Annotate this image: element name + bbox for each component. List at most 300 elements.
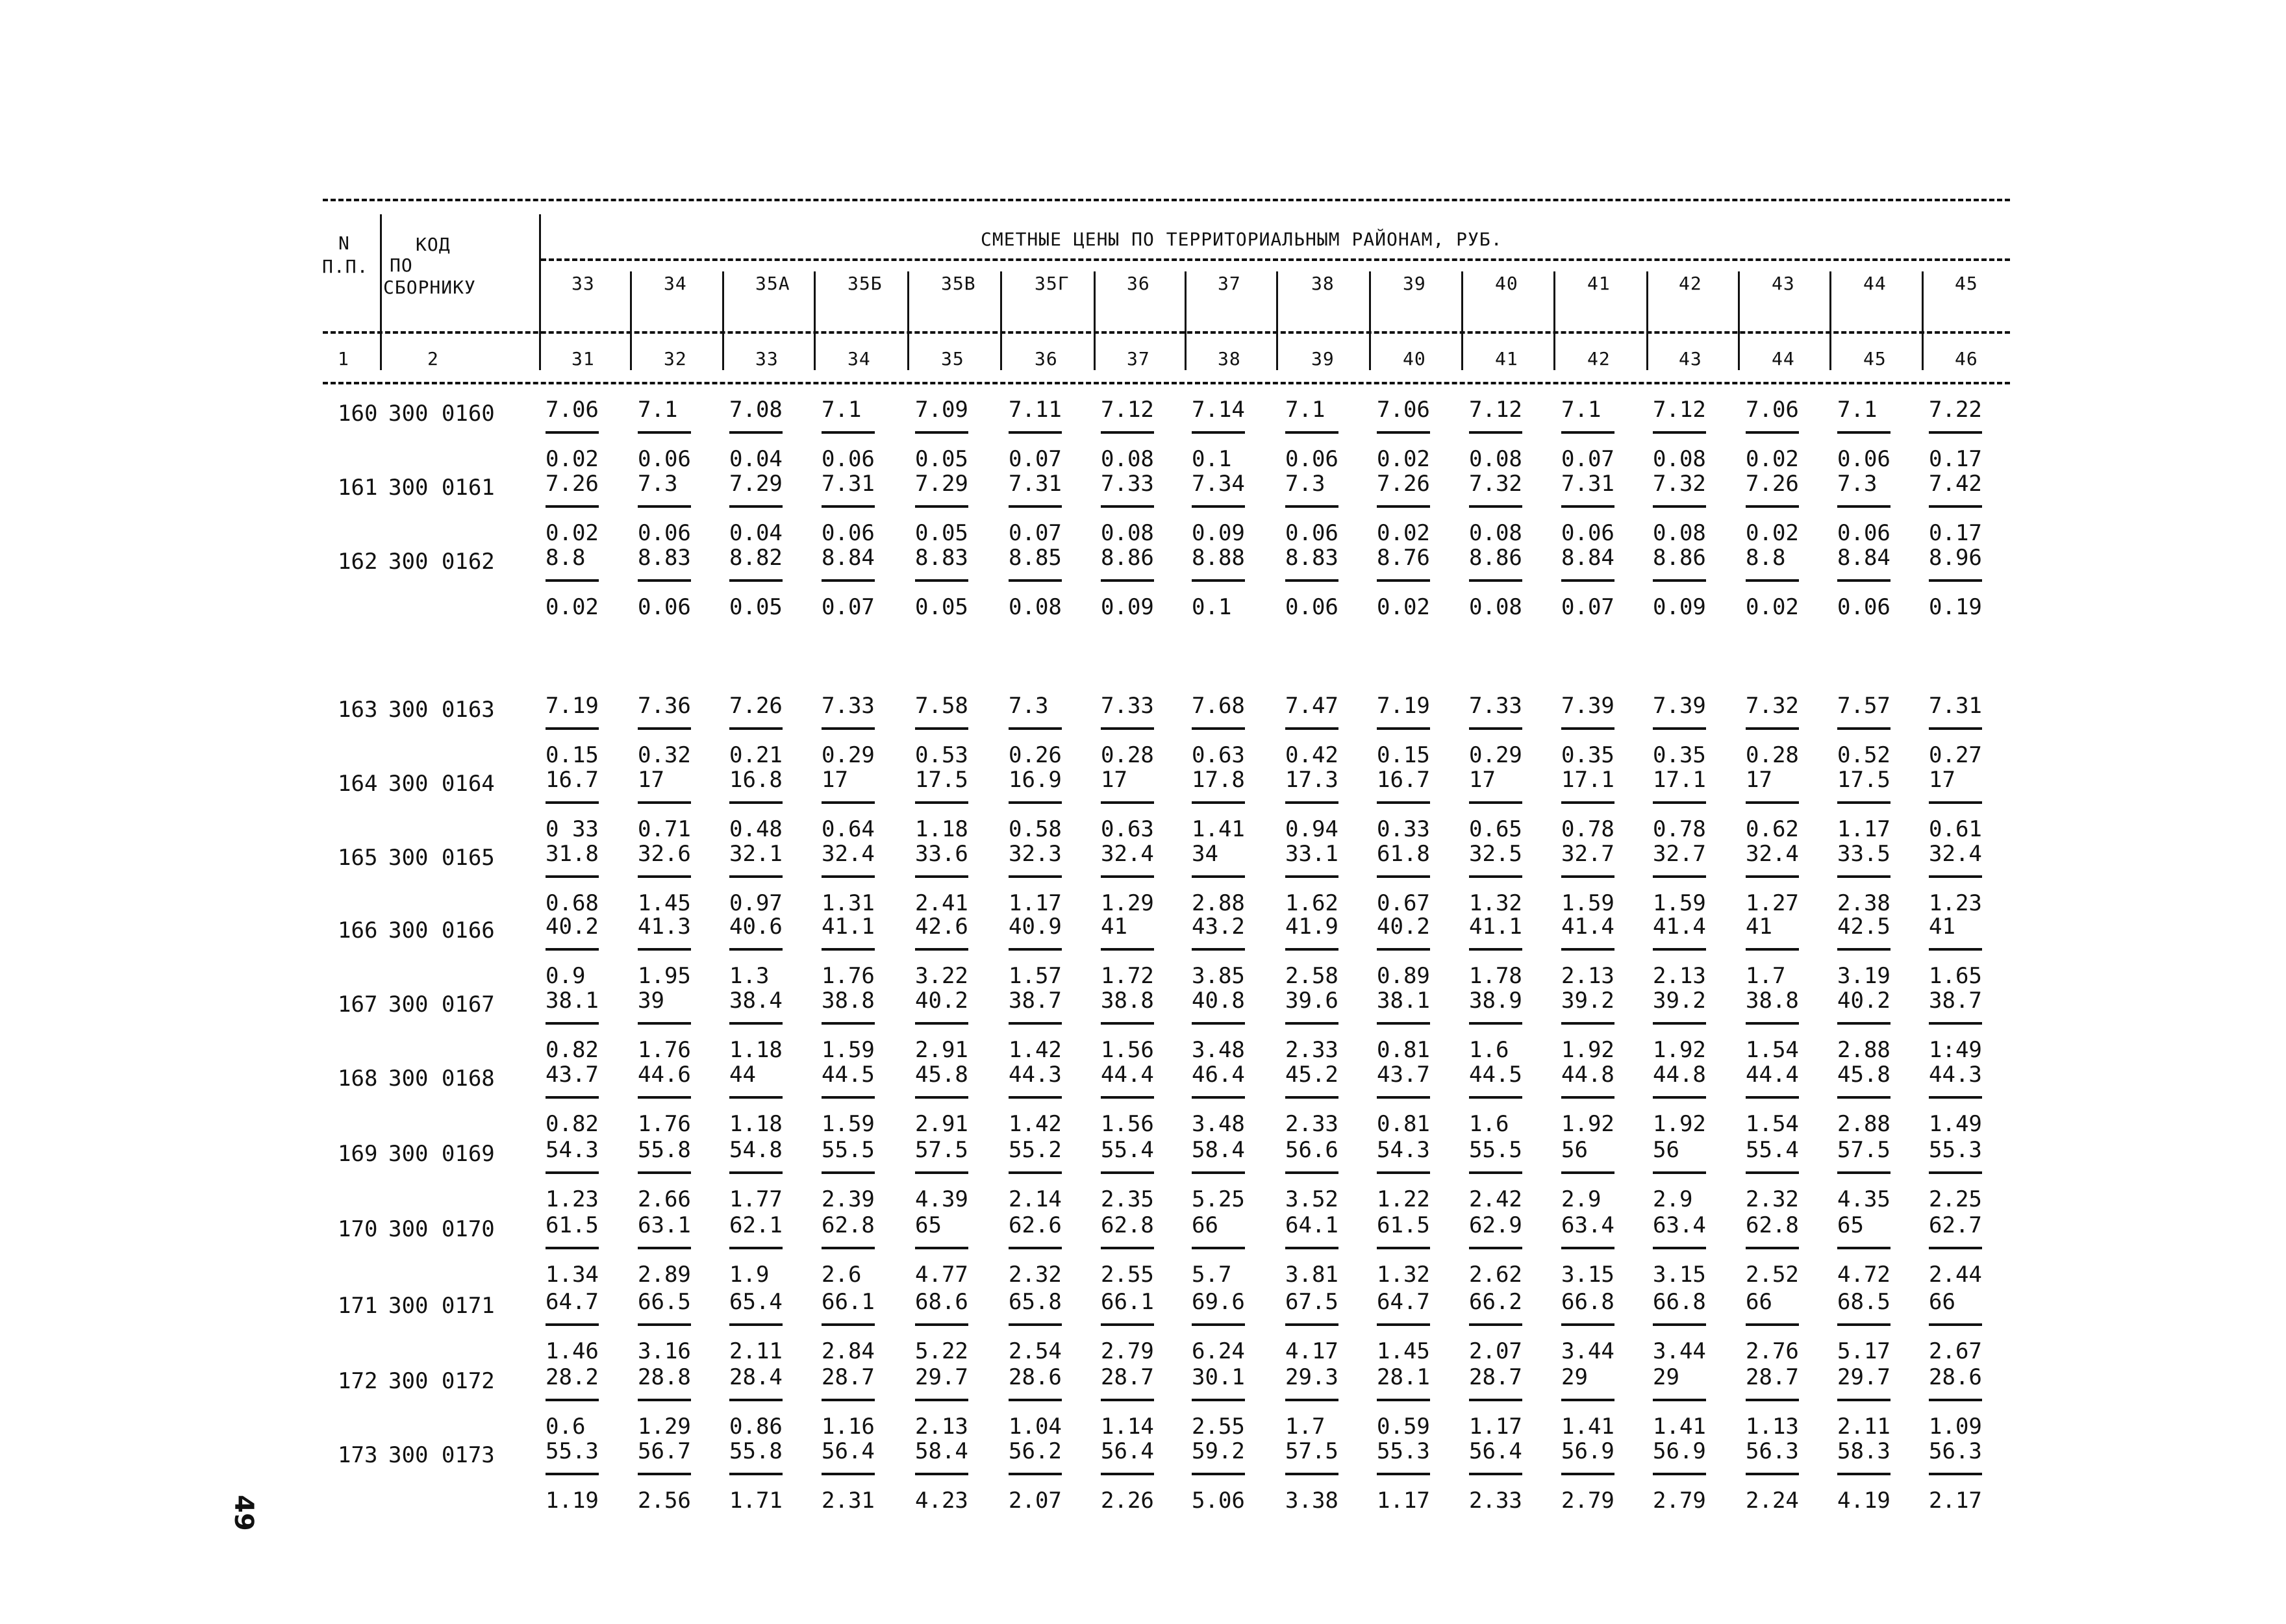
price-value: 8.8 [1746, 545, 1786, 571]
price-subvalue: 2.33 [1469, 1488, 1522, 1514]
fraction-bar [1746, 431, 1799, 434]
price-value: 41 [1101, 914, 1127, 940]
price-value: 7.06 [1746, 397, 1799, 423]
price-subvalue: 3.15 [1653, 1262, 1706, 1288]
price-value: 7.32 [1746, 693, 1799, 719]
fraction-bar [915, 1171, 968, 1174]
price-subvalue: 2.79 [1653, 1488, 1706, 1514]
price-value: 7.42 [1929, 471, 1982, 497]
price-value: 62.8 [822, 1212, 875, 1238]
price-subvalue: 1.41 [1192, 816, 1245, 842]
price-subvalue: 0.08 [1009, 594, 1062, 620]
price-cell [1653, 471, 1731, 545]
fraction-bar [1929, 875, 1982, 878]
row-code: 300 0172 [388, 1368, 495, 1394]
header-column-divider [814, 271, 816, 370]
fraction-bar [1192, 505, 1245, 508]
price-subvalue: 4.19 [1837, 1488, 1890, 1514]
price-subvalue: 2.11 [1837, 1414, 1890, 1440]
price-cell [915, 1138, 993, 1212]
price-value: 7.26 [1746, 471, 1799, 497]
fraction-bar [822, 1247, 875, 1249]
fraction-bar [1561, 727, 1614, 730]
fraction-bar [546, 579, 599, 582]
fraction-bar [1009, 1323, 1062, 1326]
price-cell [1101, 397, 1179, 471]
fraction-bar [1929, 801, 1982, 804]
price-value: 54.3 [546, 1137, 599, 1163]
fraction-bar [1192, 1323, 1245, 1326]
price-subvalue: 3.48 [1192, 1111, 1245, 1137]
fraction-bar [1746, 801, 1799, 804]
price-value: 65 [1837, 1212, 1864, 1238]
price-value: 17 [638, 767, 664, 793]
fraction-bar [729, 1171, 783, 1174]
price-cell [1192, 1439, 1270, 1513]
header-divider-1 [380, 214, 382, 370]
fraction-bar [1009, 579, 1062, 582]
price-subvalue: 0.71 [638, 816, 691, 842]
price-cell [1285, 1138, 1363, 1212]
header-column-number: 36 [1035, 348, 1058, 369]
fraction-bar [1837, 1096, 1890, 1099]
price-cell [546, 693, 623, 768]
header-column-divider [1185, 271, 1187, 370]
fraction-bar [1285, 1096, 1338, 1099]
header-region-label: 36 [1127, 273, 1150, 294]
price-cell [1285, 693, 1363, 768]
price-subvalue: 0.07 [1561, 446, 1614, 472]
header-column-number: 44 [1772, 348, 1795, 369]
fraction-bar [1285, 875, 1338, 878]
price-cell [1101, 1213, 1179, 1287]
price-subvalue: 1.65 [1929, 963, 1982, 989]
price-value: 8.96 [1929, 545, 1982, 571]
header-column-number: 35 [941, 348, 964, 369]
price-value: 7.12 [1653, 397, 1706, 423]
price-value: 44.4 [1101, 1062, 1154, 1088]
price-subvalue: 1.92 [1561, 1037, 1614, 1063]
fraction-bar [1009, 727, 1062, 730]
row-number: 167 [338, 992, 378, 1018]
header-column-divider [1369, 271, 1371, 370]
price-subvalue: 1.29 [1101, 890, 1154, 916]
price-cell [1469, 914, 1547, 988]
price-value: 44.6 [638, 1062, 691, 1088]
fraction-bar [1285, 801, 1338, 804]
price-value: 39.6 [1285, 988, 1338, 1014]
fraction-bar [1469, 1399, 1522, 1401]
fraction-bar [1561, 875, 1614, 878]
price-subvalue: 0.02 [1746, 520, 1799, 546]
price-value: 59.2 [1192, 1438, 1245, 1464]
price-value: 7.26 [1377, 471, 1430, 497]
fraction-bar [1561, 948, 1614, 951]
price-cell [1746, 1365, 1824, 1439]
price-value: 68.5 [1837, 1289, 1890, 1315]
fraction-bar [1377, 1096, 1430, 1099]
price-subvalue: 0.59 [1377, 1414, 1430, 1440]
price-value: 55.4 [1101, 1137, 1154, 1163]
fraction-bar [822, 1096, 875, 1099]
price-subvalue: 0.07 [822, 594, 875, 620]
price-subvalue: 0.29 [1469, 742, 1522, 768]
price-subvalue: 0.08 [1101, 520, 1154, 546]
price-value: 68.6 [915, 1289, 968, 1315]
price-subvalue: 0.82 [546, 1111, 599, 1137]
price-value: 7.1 [1561, 397, 1601, 423]
price-cell [1837, 1138, 1915, 1212]
fraction-bar [1101, 727, 1154, 730]
price-value: 28.8 [638, 1364, 691, 1390]
price-value: 17.1 [1653, 767, 1706, 793]
price-value: 30.1 [1192, 1364, 1245, 1390]
price-cell [1653, 842, 1731, 916]
price-subvalue: 1.6 [1469, 1037, 1509, 1063]
price-value: 8.84 [1837, 545, 1890, 571]
fraction-bar [1101, 505, 1154, 508]
row-code: 300 0166 [388, 918, 495, 943]
price-value: 17.3 [1285, 767, 1338, 793]
header-column-number: 37 [1127, 348, 1150, 369]
price-value: 7.31 [1929, 693, 1982, 719]
price-cell [1929, 545, 2007, 619]
price-subvalue: 4.77 [915, 1262, 968, 1288]
header-col1-number: 1 [338, 348, 349, 369]
price-subvalue: 0.94 [1285, 816, 1338, 842]
fraction-bar [1837, 1171, 1890, 1174]
fraction-bar [546, 727, 599, 730]
price-value: 56.3 [1929, 1438, 1982, 1464]
price-cell [729, 1213, 807, 1287]
fraction-bar [1469, 1022, 1522, 1025]
price-cell [546, 1365, 623, 1439]
price-cell [638, 768, 716, 842]
price-subvalue: 2.79 [1101, 1338, 1154, 1364]
price-value: 29.7 [915, 1364, 968, 1390]
price-subvalue: 0.06 [822, 446, 875, 472]
price-subvalue: 0.05 [915, 520, 968, 546]
price-value: 17 [1101, 767, 1127, 793]
fraction-bar [1837, 875, 1890, 878]
row-number: 172 [338, 1368, 378, 1394]
row-code: 300 0160 [388, 401, 495, 427]
row-number: 169 [338, 1141, 378, 1167]
fraction-bar [1653, 1022, 1706, 1025]
price-subvalue: 1.41 [1653, 1414, 1706, 1440]
fraction-bar [1192, 1096, 1245, 1099]
price-value: 57.5 [915, 1137, 968, 1163]
fraction-bar [1377, 875, 1430, 878]
price-cell [1653, 768, 1731, 842]
price-value: 64.7 [1377, 1289, 1430, 1315]
price-subvalue: 2.9 [1653, 1186, 1693, 1212]
header-column-divider [1922, 271, 1924, 370]
price-cell [1285, 471, 1363, 545]
price-subvalue: 1.95 [638, 963, 691, 989]
price-cell [1192, 397, 1270, 471]
price-value: 7.06 [546, 397, 599, 423]
fraction-bar [1285, 948, 1338, 951]
price-value: 7.33 [1101, 693, 1154, 719]
price-subvalue: 0.32 [638, 742, 691, 768]
price-cell [1192, 545, 1270, 619]
price-cell [546, 545, 623, 619]
price-subvalue: 2.76 [1746, 1338, 1799, 1364]
price-subvalue: 1.57 [1009, 963, 1062, 989]
price-value: 58.3 [1837, 1438, 1890, 1464]
fraction-bar [822, 1022, 875, 1025]
row-number: 163 [338, 697, 378, 723]
price-subvalue: 1.92 [1653, 1111, 1706, 1137]
header-main-title: СМЕТНЫЕ ЦЕНЫ ПО ТЕРРИТОРИАЛЬНЫМ РАЙОНАМ, РУБ. [981, 229, 1503, 250]
price-cell [915, 1062, 993, 1136]
price-cell [729, 988, 807, 1062]
price-cell [546, 397, 623, 471]
price-subvalue: 3.38 [1285, 1488, 1338, 1514]
fraction-bar [1469, 801, 1522, 804]
price-subvalue: 2.14 [1009, 1186, 1062, 1212]
price-value: 38.4 [729, 988, 783, 1014]
fraction-bar [1101, 1399, 1154, 1401]
header-column-divider [1000, 271, 1002, 370]
header-column-divider [630, 271, 632, 370]
fraction-bar [729, 727, 783, 730]
price-cell [729, 693, 807, 768]
price-value: 7.19 [1377, 693, 1430, 719]
price-value: 32.4 [822, 841, 875, 867]
price-value: 43.7 [546, 1062, 599, 1088]
fraction-bar [1101, 801, 1154, 804]
price-subvalue: 0.65 [1469, 816, 1522, 842]
price-cell [1653, 1213, 1731, 1287]
fraction-bar [1746, 579, 1799, 582]
price-subvalue: 2.07 [1469, 1338, 1522, 1364]
price-cell [1192, 471, 1270, 545]
price-cell [1377, 768, 1455, 842]
row-number: 161 [338, 475, 378, 501]
fraction-bar [1192, 1399, 1245, 1401]
price-subvalue: 5.17 [1837, 1338, 1890, 1364]
fraction-bar [1009, 875, 1062, 878]
row-number: 165 [338, 845, 378, 871]
price-cell [1009, 1138, 1086, 1212]
price-value: 7.39 [1653, 693, 1706, 719]
price-subvalue: 2.38 [1837, 890, 1890, 916]
fraction-bar [822, 948, 875, 951]
price-subvalue: 0.42 [1285, 742, 1338, 768]
price-subvalue: 0.04 [729, 520, 783, 546]
price-value: 8.86 [1101, 545, 1154, 571]
price-cell [822, 545, 899, 619]
fraction-bar [915, 801, 968, 804]
price-value: 44.4 [1746, 1062, 1799, 1088]
price-value: 64.1 [1285, 1212, 1338, 1238]
header-region-label: 40 [1495, 273, 1518, 294]
fraction-bar [1192, 727, 1245, 730]
fraction-bar [1653, 1323, 1706, 1326]
price-value: 62.9 [1469, 1212, 1522, 1238]
price-value: 43.2 [1192, 914, 1245, 940]
row-code: 300 0169 [388, 1141, 495, 1167]
price-value: 28.1 [1377, 1364, 1430, 1390]
price-cell [1561, 988, 1639, 1062]
price-value: 66.1 [822, 1289, 875, 1315]
price-value: 45.2 [1285, 1062, 1338, 1088]
fraction-bar [1192, 1473, 1245, 1475]
fraction-bar [1929, 1399, 1982, 1401]
price-subvalue: 2.24 [1746, 1488, 1799, 1514]
fraction-bar [1837, 1473, 1890, 1475]
price-cell [1929, 768, 2007, 842]
fraction-bar [1469, 875, 1522, 878]
price-subvalue: 6.24 [1192, 1338, 1245, 1364]
row-code: 300 0163 [388, 697, 495, 723]
price-cell [1285, 397, 1363, 471]
fraction-bar [1469, 1323, 1522, 1326]
price-subvalue: 0.02 [1377, 446, 1430, 472]
price-subvalue: 5.22 [915, 1338, 968, 1364]
price-cell [1101, 768, 1179, 842]
price-subvalue: 1.6 [1469, 1111, 1509, 1137]
price-cell [1377, 1213, 1455, 1287]
fraction-bar [1837, 431, 1890, 434]
price-subvalue: 1.16 [822, 1414, 875, 1440]
fraction-bar [1929, 1473, 1982, 1475]
price-value: 44.5 [822, 1062, 875, 1088]
fraction-bar [1009, 431, 1062, 434]
price-subvalue: 1.18 [729, 1037, 783, 1063]
price-value: 39 [638, 988, 664, 1014]
price-cell [638, 471, 716, 545]
price-subvalue: 4.17 [1285, 1338, 1338, 1364]
row-number: 166 [338, 918, 378, 943]
fraction-bar [638, 727, 691, 730]
price-subvalue: 2.13 [1561, 963, 1614, 989]
price-subvalue: 1.14 [1101, 1414, 1154, 1440]
price-value: 56.6 [1285, 1137, 1338, 1163]
price-subvalue: 0.63 [1101, 816, 1154, 842]
price-value: 65.8 [1009, 1289, 1062, 1315]
price-subvalue: 0.08 [1469, 446, 1522, 472]
price-cell [1837, 397, 1915, 471]
price-value: 44.5 [1469, 1062, 1522, 1088]
price-value: 41 [1746, 914, 1772, 940]
fraction-bar [638, 948, 691, 951]
fraction-bar [1837, 579, 1890, 582]
price-cell [638, 1365, 716, 1439]
price-cell [822, 842, 899, 916]
price-subvalue: 0.04 [729, 446, 783, 472]
price-value: 7.33 [1101, 471, 1154, 497]
price-subvalue: 1:49 [1929, 1037, 1982, 1063]
fraction-bar [1101, 431, 1154, 434]
fraction-bar [1561, 1022, 1614, 1025]
price-cell [638, 842, 716, 916]
price-value: 41.1 [822, 914, 875, 940]
fraction-bar [822, 801, 875, 804]
price-cell [822, 988, 899, 1062]
price-subvalue: 0.05 [915, 594, 968, 620]
price-subvalue: 1.7 [1746, 963, 1786, 989]
price-value: 66.8 [1561, 1289, 1614, 1315]
price-value: 56.9 [1653, 1438, 1706, 1464]
price-value: 62.6 [1009, 1212, 1062, 1238]
price-value: 42.5 [1837, 914, 1890, 940]
header-column-divider [907, 271, 909, 370]
price-value: 32.7 [1653, 841, 1706, 867]
price-value: 8.86 [1653, 545, 1706, 571]
fraction-bar [1746, 1323, 1799, 1326]
price-cell [1285, 988, 1363, 1062]
price-subvalue: 2.44 [1929, 1262, 1982, 1288]
price-subvalue: 1.17 [1377, 1488, 1430, 1514]
price-value: 61.5 [1377, 1212, 1430, 1238]
fraction-bar [1285, 505, 1338, 508]
price-cell [1469, 545, 1547, 619]
price-cell [1837, 768, 1915, 842]
fraction-bar [729, 505, 783, 508]
price-cell [729, 1365, 807, 1439]
price-value: 7.12 [1101, 397, 1154, 423]
header-region-label: 37 [1218, 273, 1241, 294]
price-subvalue: 1.29 [638, 1414, 691, 1440]
price-subvalue: 3.19 [1837, 963, 1890, 989]
price-cell [1377, 1439, 1455, 1513]
price-subvalue: 2.62 [1469, 1262, 1522, 1288]
price-cell [546, 768, 623, 842]
price-cell [822, 1213, 899, 1287]
header-divider-2 [539, 214, 541, 370]
price-value: 61.5 [546, 1212, 599, 1238]
price-subvalue: 1.92 [1653, 1037, 1706, 1063]
price-value: 38.8 [822, 988, 875, 1014]
price-cell [546, 842, 623, 916]
fraction-bar [1192, 948, 1245, 951]
header-region-label: 42 [1679, 273, 1702, 294]
price-value: 28.7 [1746, 1364, 1799, 1390]
price-value: 38.7 [1929, 988, 1982, 1014]
price-subvalue: 1.3 [729, 963, 770, 989]
fraction-bar [1377, 1022, 1430, 1025]
price-subvalue: 0.06 [638, 594, 691, 620]
fraction-bar [1653, 1247, 1706, 1249]
fraction-bar [915, 1247, 968, 1249]
fraction-bar [1837, 1247, 1890, 1249]
price-value: 16.7 [1377, 767, 1430, 793]
price-cell [1285, 1062, 1363, 1136]
price-subvalue: 2.88 [1837, 1111, 1890, 1137]
price-subvalue: 2.91 [915, 1111, 968, 1137]
header-col2-number: 2 [427, 348, 439, 369]
price-cell [1929, 397, 2007, 471]
price-value: 58.4 [1192, 1137, 1245, 1163]
price-value: 17.5 [915, 767, 968, 793]
price-cell [915, 1213, 993, 1287]
price-subvalue: 2.6 [822, 1262, 862, 1288]
fraction-bar [1192, 431, 1245, 434]
price-cell [638, 1290, 716, 1364]
price-cell [1009, 1213, 1086, 1287]
price-cell [1837, 1439, 1915, 1513]
fraction-bar [915, 505, 968, 508]
price-cell [1009, 1062, 1086, 1136]
price-value: 55.4 [1746, 1137, 1799, 1163]
price-subvalue: 1.46 [546, 1338, 599, 1364]
price-subvalue: 3.15 [1561, 1262, 1614, 1288]
price-cell [1653, 914, 1731, 988]
price-subvalue: 1.32 [1377, 1262, 1430, 1288]
